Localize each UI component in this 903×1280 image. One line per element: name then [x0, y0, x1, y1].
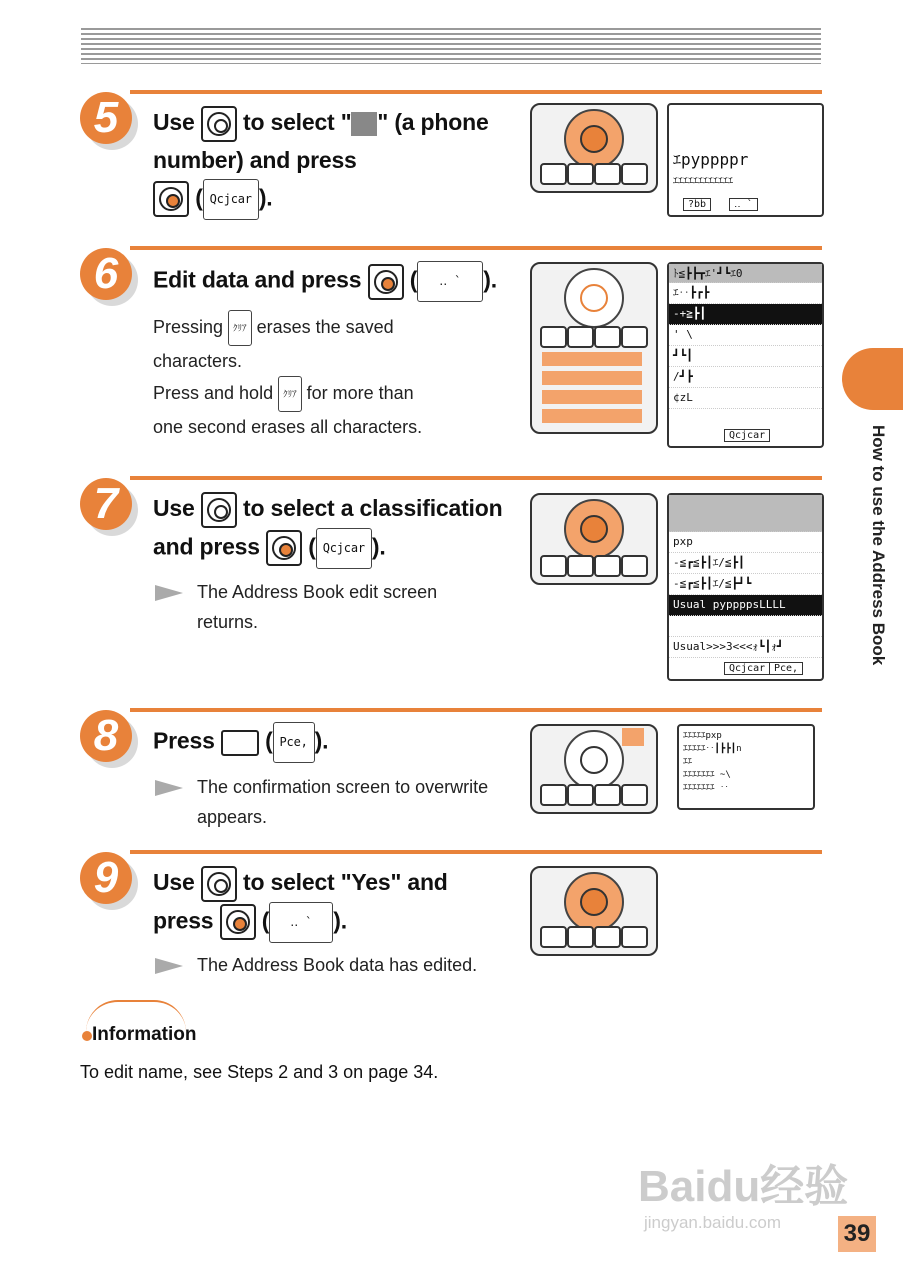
step-text: ). [333, 907, 347, 934]
information-dot-icon [82, 1031, 92, 1041]
softkey-label: ‥ ` [269, 902, 333, 943]
step-number-7: 7 [80, 478, 132, 530]
softkey-label: Qcjcar [316, 528, 372, 569]
body-text: erases the saved [256, 316, 394, 337]
watermark-url: jingyan.baidu.com [644, 1213, 782, 1232]
screen-step-8 [677, 724, 815, 810]
page-number: 39 [843, 1220, 871, 1247]
screen-text: ｴｴｴｴｴｴｴｴｴｴｴｴ [673, 176, 733, 187]
phone-keypad-illustration [530, 262, 658, 434]
dpad-icon [201, 866, 237, 902]
body-text: Press and hold [153, 382, 274, 403]
screen-softkey: ?bb [683, 198, 711, 211]
screen-row: /┛┣ [669, 367, 822, 388]
step-text: ). [371, 533, 386, 560]
body-text: Pressing [153, 316, 224, 337]
side-tab [842, 348, 903, 410]
step-6-heading: Edit data and press ( ‥ ` ). [153, 261, 523, 302]
bullet-arrow-icon [155, 958, 183, 974]
screen-row: pxp [669, 532, 822, 553]
step-text: to select "Yes" and [243, 869, 448, 895]
information-body: To edit name, see Steps 2 and 3 on page 34. [80, 1062, 439, 1082]
softkey-label: Pce, [273, 722, 315, 763]
screen-tabs-row [669, 495, 822, 532]
step-6-body [153, 310, 513, 442]
body-text: one second erases all characters. [153, 417, 423, 437]
phone-keypad-illustration [530, 103, 658, 193]
bullet-arrow-icon [155, 780, 183, 796]
step-7-bullet [155, 577, 515, 637]
information-title: Information [92, 1024, 197, 1045]
step-number-8: 8 [80, 710, 132, 762]
step-text: Use [153, 109, 195, 135]
step-text: ). [483, 266, 497, 293]
step-number-9: 9 [80, 852, 132, 904]
screen-row [669, 616, 822, 637]
screen-row: Usual pyppppsLLLL [669, 595, 822, 616]
step-number-6: 6 [80, 248, 132, 300]
step-text: to select " [243, 109, 352, 135]
step-text: number) and press [153, 146, 357, 173]
phone-keypad-illustration [530, 724, 658, 814]
screen-softkey: Qcjcar [724, 429, 770, 442]
header-stripes [81, 28, 821, 64]
screen-softkey: ‥ ` [729, 198, 758, 211]
screen-row: ﾄ≦┣┣┳ｴ'┛┗ｴ0 [669, 264, 822, 283]
step-text: Press [153, 727, 215, 754]
screen-step-5 [667, 103, 824, 217]
watermark-logo: Baidu经验 [638, 1162, 849, 1211]
screen-text: ｴpyppppr [673, 150, 749, 169]
screen-row: -≦┏≦┣┃ｴ/≦┣┛┗ [669, 574, 822, 595]
step-text: " (a phone [377, 109, 489, 135]
step-text: Edit data and press [153, 266, 362, 293]
screen-row: -+≧┣┃ [669, 304, 822, 325]
dpad-center-icon [220, 904, 256, 940]
screen-step-7 [667, 493, 824, 681]
phone-keypad-illustration [530, 866, 658, 956]
screen-row: ' \ [669, 325, 822, 346]
screen-row: ┛┗┃ [669, 346, 822, 367]
step-text: ). [258, 184, 273, 211]
step-9-bullet [155, 950, 525, 980]
step-text: and press [153, 533, 260, 560]
step-9-text: Use to select "Yes" and press ( ‥ ` ). [153, 864, 513, 943]
dpad-center-icon [368, 264, 404, 300]
step-7-text: Use to select a classification and press ( Qcjcar ). [153, 490, 523, 569]
screen-row: ｴｴｴｴｴｴｴ ‥ [683, 783, 729, 793]
step-5-text: Use to select " " (a phone number) and press ( Qcjcar ). [153, 104, 513, 220]
screen-row: ｴ‥┣┏┣ [669, 283, 822, 304]
step-text: press [153, 907, 214, 934]
dpad-center-icon [153, 181, 189, 217]
step-text: Use [153, 495, 195, 521]
screen-row: ｴｴｴｴｴｴｴ ~\ [683, 770, 731, 780]
screen-row: Usual>>>3<<<ｫ┗┃ｫ┛ [669, 637, 822, 658]
screen-row: -≦┏≦┣┃ｴ/≦┣┃ [669, 553, 822, 574]
step-divider [130, 708, 822, 712]
bullet-arrow-icon [155, 585, 183, 601]
step-divider [130, 850, 822, 854]
screen-row: ｴｴｴｴｴ‥┃┣┣┃n [683, 744, 742, 754]
screen-softkey: Qcjcar [724, 662, 770, 675]
dpad-center-icon [266, 530, 302, 566]
body-text: characters. [153, 351, 243, 371]
body-text: The Address Book edit screen [197, 582, 438, 602]
screen-row: ¢zL [669, 388, 822, 409]
clear-key-icon: ｸﾘｱ [278, 376, 302, 412]
screen-softkey: Pce, [769, 662, 803, 675]
phone-number-icon [351, 112, 377, 136]
body-text: returns. [197, 612, 259, 632]
step-number-5: 5 [80, 92, 132, 144]
screen-text-block [679, 726, 813, 799]
screen-row: ｴｴｴｴｴpxp [683, 731, 722, 741]
step-text: ). [314, 727, 329, 754]
step-text: to select a classification [243, 495, 503, 521]
step-divider [130, 90, 822, 94]
step-divider [130, 246, 822, 250]
body-text: for more than [306, 382, 414, 403]
clear-key-icon: ｸﾘｱ [228, 310, 252, 346]
dpad-icon [201, 492, 237, 528]
right-softkey-icon [221, 730, 259, 756]
step-8-text: Press ( Pce, ). [153, 722, 513, 763]
step-divider [130, 476, 822, 480]
screen-row: ｴｴ [683, 757, 693, 767]
screen-step-6 [667, 262, 824, 448]
step-text: Use [153, 869, 195, 895]
body-text: The confirmation screen to overwrite [197, 777, 489, 797]
phone-keypad-illustration [530, 493, 658, 585]
softkey-label: ‥ ` [417, 261, 483, 302]
dpad-icon [201, 106, 237, 142]
body-text: appears. [197, 807, 268, 827]
body-text: The Address Book data has edited. [197, 955, 478, 975]
step-8-bullet [155, 772, 525, 832]
side-section-title: How to use the Address Book [869, 425, 888, 666]
softkey-label: Qcjcar [203, 179, 259, 220]
